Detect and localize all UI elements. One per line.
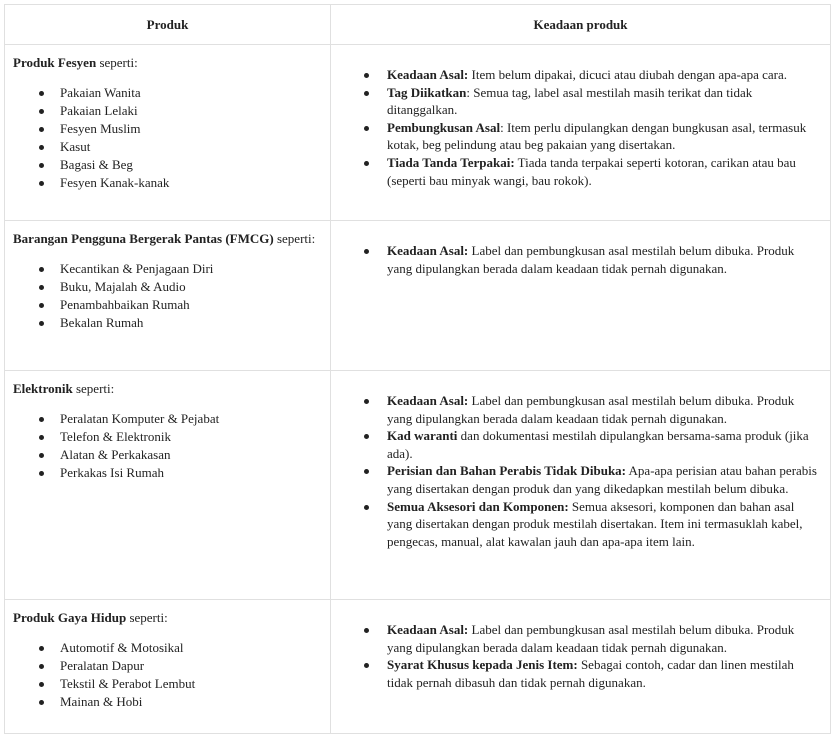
bullet-icon xyxy=(39,303,44,308)
bullet-icon xyxy=(364,399,369,404)
list-item-text: Alatan & Perkakasan xyxy=(60,447,171,462)
condition-text: Label dan pembungkusan asal mestilah belum dibuka. Produk yang dipulangkan berada dalam keadaan tidak pernah digunakan. xyxy=(387,243,795,276)
category-suffix: seperti: xyxy=(96,55,138,70)
bullet-icon xyxy=(364,73,369,78)
condition-item xyxy=(387,498,822,551)
bullet-icon xyxy=(39,163,44,168)
bullet-icon xyxy=(364,126,369,131)
bullet-icon xyxy=(39,181,44,186)
list-item-text: Pakaian Lelaki xyxy=(60,103,138,118)
list-item xyxy=(60,296,322,314)
product-condition-cell xyxy=(331,371,831,600)
bullet-icon xyxy=(39,664,44,669)
list-item xyxy=(60,138,322,156)
condition-text: Label dan pembungkusan asal mestilah belum dibuka. Produk yang dipulangkan berada dalam keadaan tidak pernah digunakan. xyxy=(387,622,795,655)
table-header-row xyxy=(5,5,831,45)
product-category-cell xyxy=(5,371,331,600)
condition-title: Kad waranti xyxy=(387,428,458,444)
list-item xyxy=(60,314,322,332)
list-item-text: Fesyen Kanak-kanak xyxy=(60,175,170,190)
bullet-icon xyxy=(39,109,44,114)
list-item xyxy=(60,428,322,446)
condition-title: Tiada Tanda Terpakai: xyxy=(387,154,515,170)
bullet-icon xyxy=(39,646,44,651)
condition-item xyxy=(387,154,822,189)
list-item xyxy=(60,102,322,120)
condition-text: Apa-apa perisian atau bahan perabis yang disertakan dengan produk dan yang dikedapkan mestilah belum dibuka. xyxy=(387,463,817,496)
product-condition-cell xyxy=(331,45,831,221)
list-item-text: Bekalan Rumah xyxy=(60,315,144,330)
list-item-text: Penambahbaikan Rumah xyxy=(60,297,190,312)
list-item-text: Telefon & Elektronik xyxy=(60,429,172,444)
list-item xyxy=(60,278,322,296)
list-item-text: Pakaian Wanita xyxy=(60,85,141,100)
list-item xyxy=(60,675,322,693)
list-item-text: Tekstil & Perabot Lembut xyxy=(60,676,196,691)
condition-title: Keadaan Asal: xyxy=(387,67,469,82)
condition-title: Keadaan Asal: xyxy=(387,393,469,408)
condition-text: Tiada tanda terpakai seperti kotoran, carikan atau bau (seperti bau minyak wangi, bau rokok). xyxy=(387,154,796,188)
bullet-icon xyxy=(364,161,369,166)
condition-item xyxy=(387,621,822,656)
category-heading xyxy=(13,609,322,627)
condition-list xyxy=(339,392,822,550)
product-list xyxy=(13,639,322,711)
bullet-icon xyxy=(39,127,44,132)
list-item-text: Automotif & Motosikal xyxy=(60,640,184,655)
condition-text: Item belum dipakai, dicuci atau diubah dengan apa-apa cara. xyxy=(468,67,787,82)
condition-list xyxy=(339,66,822,189)
condition-title: Keadaan Asal: xyxy=(387,243,469,258)
list-item-text: Mainan & Hobi xyxy=(60,694,143,709)
condition-text: : Item perlu dipulangkan dengan bungkusan asal, termasuk kotak, beg pelindung atau beg pakaian yang disertakan. xyxy=(387,119,807,153)
product-category-cell xyxy=(5,600,331,734)
condition-item xyxy=(387,392,822,427)
list-item-text: Peralatan Komputer & Pejabat xyxy=(60,411,220,426)
list-item-text: Buku, Majalah & Audio xyxy=(60,279,186,294)
bullet-icon xyxy=(39,417,44,422)
bullet-icon xyxy=(364,663,369,668)
list-item-text: Bagasi & Beg xyxy=(60,157,133,172)
bullet-icon xyxy=(364,91,369,96)
product-list xyxy=(13,260,322,332)
bullet-icon xyxy=(39,453,44,458)
condition-title: Pembungkusan Asal xyxy=(387,119,501,135)
list-item-text: Fesyen Muslim xyxy=(60,121,141,136)
condition-item xyxy=(387,462,822,497)
bullet-icon xyxy=(39,145,44,150)
condition-title: Keadaan Asal: xyxy=(387,622,469,637)
category-heading xyxy=(13,230,322,248)
category-name: Barangan Pengguna Bergerak Pantas (FMCG) xyxy=(13,231,274,246)
table-row xyxy=(5,221,831,371)
table-row xyxy=(5,45,831,221)
condition-item xyxy=(387,84,822,119)
category-heading xyxy=(13,54,322,72)
condition-text: Label dan pembungkusan asal mestilah belum dibuka. Produk yang dipulangkan berada dalam keadaan tidak pernah digunakan. xyxy=(387,393,795,426)
list-item-text: Peralatan Dapur xyxy=(60,658,145,673)
list-item xyxy=(60,657,322,675)
category-name: Produk Fesyen xyxy=(13,55,97,70)
list-item-text: Kasut xyxy=(60,139,91,154)
list-item xyxy=(60,446,322,464)
bullet-icon xyxy=(39,91,44,96)
bullet-icon xyxy=(364,434,369,439)
category-heading xyxy=(13,380,322,398)
table-row xyxy=(5,600,831,734)
return-conditions-table xyxy=(4,4,831,734)
category-suffix: seperti: xyxy=(126,610,168,625)
bullet-icon xyxy=(39,682,44,687)
bullet-icon xyxy=(39,435,44,440)
list-item xyxy=(60,693,322,711)
condition-text: : Semua tag, label asal mestilah masih terikat dan tidak ditanggalkan. xyxy=(387,84,753,118)
table-row xyxy=(5,371,831,600)
condition-text: Sebagai contoh, cadar dan linen mestilah tidak pernah dibasuh dan tidak pernah digunakan. xyxy=(387,657,794,690)
category-name: Elektronik xyxy=(13,381,73,396)
condition-title: Semua Aksesori dan Komponen: xyxy=(387,498,569,514)
bullet-icon xyxy=(364,628,369,633)
condition-text: Semua aksesori, komponen dan bahan asal yang disertakan dengan produk mestilah disertakan. Item ini termasuklah kabel, pengecas, manual, alat kawalan jauh dan apa-apa item lain. xyxy=(387,498,803,549)
list-item xyxy=(60,464,322,482)
bullet-icon xyxy=(39,471,44,476)
product-condition-cell xyxy=(331,600,831,734)
category-suffix: seperti: xyxy=(273,231,316,246)
bullet-icon xyxy=(364,505,369,510)
product-category-cell xyxy=(5,45,331,221)
condition-item xyxy=(387,656,822,691)
list-item-text: Perkakas Isi Rumah xyxy=(60,465,164,480)
list-item xyxy=(60,156,322,174)
list-item-text: Kecantikan & Penjagaan Diri xyxy=(60,261,214,276)
list-item xyxy=(60,260,322,278)
bullet-icon xyxy=(39,321,44,326)
condition-list xyxy=(339,242,822,277)
bullet-icon xyxy=(39,285,44,290)
header-produk: Produk xyxy=(5,5,331,45)
list-item xyxy=(60,84,322,102)
product-list xyxy=(13,84,322,192)
list-item xyxy=(60,120,322,138)
list-item xyxy=(60,174,322,192)
condition-title: Syarat Khusus kepada Jenis Item: xyxy=(387,657,578,673)
bullet-icon xyxy=(364,249,369,254)
condition-item xyxy=(387,66,822,84)
condition-item xyxy=(387,119,822,154)
list-item xyxy=(60,410,322,428)
product-condition-cell xyxy=(331,221,831,371)
condition-item xyxy=(387,427,822,462)
bullet-icon xyxy=(364,469,369,474)
category-suffix: seperti: xyxy=(72,381,115,396)
condition-text: dan dokumentasi mestilah dipulangkan bersama-sama produk (jika ada). xyxy=(387,428,809,461)
condition-title: Perisian dan Bahan Perabis Tidak Dibuka: xyxy=(387,463,627,479)
bullet-icon xyxy=(39,267,44,272)
header-keadaan-produk: Keadaan produk xyxy=(331,5,831,45)
list-item xyxy=(60,639,322,657)
product-list xyxy=(13,410,322,482)
condition-item xyxy=(387,242,822,277)
condition-list xyxy=(339,621,822,691)
category-name: Produk Gaya Hidup xyxy=(13,610,127,625)
condition-title: Tag Diikatkan xyxy=(387,84,467,100)
product-category-cell xyxy=(5,221,331,371)
bullet-icon xyxy=(39,700,44,705)
